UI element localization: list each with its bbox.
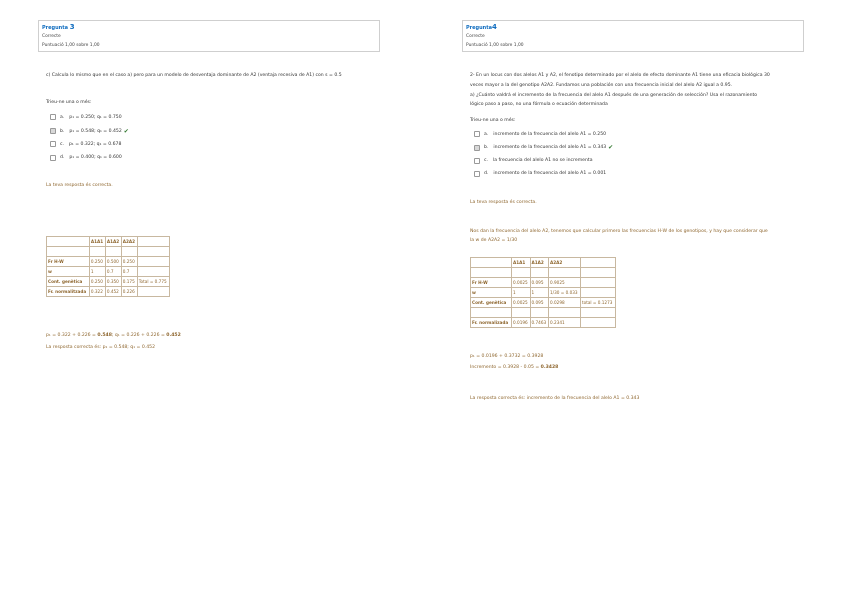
answer-prompt: Trieu-ne una o més: bbox=[470, 118, 516, 123]
table-row bbox=[47, 287, 170, 297]
table-cell bbox=[121, 247, 137, 257]
table-cell: 0.9025 bbox=[549, 278, 581, 288]
table-header-cell bbox=[137, 237, 169, 247]
table-cell bbox=[581, 308, 616, 318]
option-text: incremento de la frecuencia del alelo A1 = 0.343 bbox=[493, 145, 607, 151]
table-cell: 1/30 = 0.033 bbox=[549, 288, 581, 298]
answer-option[interactable] bbox=[474, 171, 606, 177]
question-grade: Puntuació 1,00 sobre 1,00 bbox=[42, 43, 100, 48]
question-text-line: 2- En un locus con dos alelos A1 y A2, el fenotipo determinado por el alelo de efecto dominante A1 tiene una eficacia biológica 30 bbox=[470, 73, 770, 78]
table-cell: Total = 0.775 bbox=[137, 277, 169, 287]
table-cell bbox=[105, 247, 121, 257]
option-text: incremento de la frecuencia del alelo A1 = 0.250 bbox=[493, 131, 607, 137]
answer-option[interactable] bbox=[474, 158, 593, 164]
option-letter: d. bbox=[484, 171, 489, 177]
table-cell: 0.226 bbox=[121, 287, 137, 297]
question-text-line: a) ¿Cuánto valdrá el incremento de la frecuencia del alelo A1 después de una generación de selección? Usa el razonamiento bbox=[470, 93, 758, 98]
table-cell: 0.2341 bbox=[549, 318, 581, 328]
table-cell bbox=[137, 267, 169, 277]
table-row bbox=[47, 257, 170, 267]
table-cell: 0.7 bbox=[121, 267, 137, 277]
table-cell: 0.095 bbox=[530, 278, 548, 288]
option-text: p₁ = 0.322; q₁ = 0.678 bbox=[69, 141, 122, 147]
table-cell: 0.250 bbox=[89, 257, 105, 267]
question-state: Correcte bbox=[466, 34, 485, 39]
answer-option[interactable] bbox=[50, 128, 129, 135]
answer-option[interactable] bbox=[50, 114, 122, 120]
table-cell: 0.0196 bbox=[512, 318, 530, 328]
table-cell: 0.175 bbox=[121, 277, 137, 287]
table-cell bbox=[471, 308, 512, 318]
table-row bbox=[471, 278, 616, 288]
question-text-line: veces mayor a la del genotipo A2A2. Fundamos una población con una frecuencia inicial del alelo A2 igual a 0.95. bbox=[470, 83, 733, 88]
feedback-text-line: la w de A2A2 = 1/30 bbox=[470, 238, 518, 243]
option-letter: a. bbox=[484, 131, 489, 137]
feedback-table bbox=[46, 236, 170, 297]
feedback-table bbox=[470, 257, 616, 328]
answer-checkbox[interactable] bbox=[50, 114, 56, 120]
table-cell: w bbox=[47, 267, 90, 277]
question-info-3 bbox=[38, 20, 380, 52]
table-row bbox=[471, 268, 616, 278]
table-cell bbox=[89, 247, 105, 257]
table-cell: 0.250 bbox=[89, 277, 105, 287]
answer-option[interactable] bbox=[50, 155, 122, 161]
answer-option[interactable] bbox=[474, 144, 613, 151]
table-cell: 0.250 bbox=[121, 257, 137, 267]
answer-option[interactable] bbox=[474, 131, 606, 137]
right-answer: La resposta correcta és: p₁ = 0.548; q₁ = 0.452 bbox=[46, 345, 155, 350]
table-cell: 0.350 bbox=[105, 277, 121, 287]
table-header-cell: A1A2 bbox=[530, 258, 548, 268]
answer-checkbox[interactable] bbox=[474, 145, 480, 151]
table-cell bbox=[530, 268, 548, 278]
option-text: p₁ = 0.548; q₁ = 0.452 bbox=[69, 128, 122, 134]
table-header-cell bbox=[471, 258, 512, 268]
table-cell bbox=[549, 308, 581, 318]
table-cell bbox=[512, 268, 530, 278]
option-text: p₁ = 0.400; q₁ = 0.600 bbox=[69, 155, 122, 160]
table-cell bbox=[137, 287, 169, 297]
check-icon: ✔ bbox=[608, 144, 614, 152]
table-row bbox=[471, 318, 616, 328]
table-cell bbox=[137, 257, 169, 267]
option-letter: a. bbox=[60, 114, 65, 120]
table-cell bbox=[581, 288, 616, 298]
table-cell: 0.0025 bbox=[512, 278, 530, 288]
table-cell bbox=[581, 278, 616, 288]
table-header-cell bbox=[581, 258, 616, 268]
option-text: p₁ = 0.250; q₁ = 0.750 bbox=[69, 114, 122, 120]
table-row bbox=[47, 277, 170, 287]
table-header-cell: A1A1 bbox=[89, 237, 105, 247]
table-cell: 0.0025 bbox=[512, 298, 530, 308]
option-letter: c. bbox=[484, 158, 488, 164]
answer-checkbox[interactable] bbox=[50, 128, 56, 134]
answer-checkbox[interactable] bbox=[474, 131, 480, 137]
table-header-cell: A2A2 bbox=[121, 237, 137, 247]
table-cell: 0.500 bbox=[105, 257, 121, 267]
table-cell bbox=[530, 308, 548, 318]
answer-option[interactable] bbox=[50, 141, 121, 147]
table-row bbox=[47, 267, 170, 277]
table-cell: Fr. normalizada bbox=[471, 318, 512, 328]
table-cell: 0.322 bbox=[89, 287, 105, 297]
option-text: la frecuencia del alelo A1 no se incrementa bbox=[493, 158, 593, 164]
table-row bbox=[471, 308, 616, 318]
feedback-calculation: p₁ = 0.0196 + 0.3732 = 0.3928 bbox=[470, 354, 544, 359]
feedback-calculation: p₁ = 0.322 + 0.226 = 0.548; q₁ = 0.226 + 0.226 = 0.452 bbox=[46, 333, 181, 338]
table-cell: 1 bbox=[89, 267, 105, 277]
table-cell bbox=[581, 268, 616, 278]
table-cell: Fr. normalitzada bbox=[47, 287, 90, 297]
table-cell: Fr H-W bbox=[471, 278, 512, 288]
question-info-4 bbox=[462, 20, 804, 52]
table-cell bbox=[512, 308, 530, 318]
table-header-cell: A1A1 bbox=[512, 258, 530, 268]
question-state: Correcte bbox=[42, 34, 61, 39]
feedback-increment: Incremento = 0.3928 - 0.05 = 0.3428 bbox=[470, 365, 559, 370]
table-row bbox=[471, 288, 616, 298]
table-cell: 0.452 bbox=[105, 287, 121, 297]
option-letter: b. bbox=[60, 128, 65, 134]
check-icon: ✔ bbox=[123, 127, 129, 135]
table-header-row bbox=[471, 258, 616, 268]
table-cell: 0.095 bbox=[530, 298, 548, 308]
table-cell: 0.7463 bbox=[530, 318, 548, 328]
table-cell: Cont. genètica bbox=[47, 277, 90, 287]
table-cell: 1 bbox=[530, 288, 548, 298]
table-cell: w bbox=[471, 288, 512, 298]
table-cell: 0.7 bbox=[105, 267, 121, 277]
table-cell: total = 0.1273 bbox=[581, 298, 616, 308]
question-grade: Puntuació 1,00 sobre 1,00 bbox=[466, 43, 524, 48]
table-header-cell bbox=[47, 237, 90, 247]
option-letter: d. bbox=[60, 155, 65, 160]
table-row bbox=[47, 247, 170, 257]
table-cell bbox=[47, 247, 90, 257]
question-text: c) Calcula lo mismo que en el caso a) pero para un modelo de desventaja dominante de A2 (ventaja recesiva de A1) con s = 0.5 bbox=[46, 73, 342, 78]
answer-checkbox[interactable] bbox=[474, 158, 480, 164]
answer-checkbox[interactable] bbox=[474, 171, 480, 177]
table-cell: 1 bbox=[512, 288, 530, 298]
table-cell: 0.0298 bbox=[549, 298, 581, 308]
option-letter: c. bbox=[60, 141, 64, 147]
answer-checkbox[interactable] bbox=[50, 141, 56, 147]
table-header-row bbox=[47, 237, 170, 247]
table-cell bbox=[581, 318, 616, 328]
table-cell: Cont. genètica bbox=[471, 298, 512, 308]
question-number: Pregunta 3 bbox=[42, 23, 75, 31]
option-text: incremento de la frecuencia del alelo A1 = 0.001 bbox=[493, 171, 607, 177]
feedback-text-line: Nos dan la frecuencia del alelo A2, tenemos que calcular primero las frecuencias H-W de los genotipos, y hay que considerar que bbox=[470, 229, 768, 234]
answer-checkbox[interactable] bbox=[50, 155, 56, 161]
table-header-cell: A2A2 bbox=[549, 258, 581, 268]
table-cell: Fr H-W bbox=[47, 257, 90, 267]
feedback-correct: La teva resposta és correcta. bbox=[470, 200, 537, 205]
table-cell bbox=[471, 268, 512, 278]
table-cell bbox=[137, 247, 169, 257]
feedback-correct: La teva resposta és correcta. bbox=[46, 183, 113, 188]
option-letter: b. bbox=[484, 145, 489, 151]
question-number: Pregunta4 bbox=[466, 23, 497, 31]
table-row bbox=[471, 298, 616, 308]
answer-prompt: Trieu-ne una o més: bbox=[46, 100, 92, 105]
right-answer: La resposta correcta és: incremento de la frecuencia del alelo A1 = 0.343 bbox=[470, 396, 640, 401]
table-header-cell: A1A2 bbox=[105, 237, 121, 247]
table-cell bbox=[549, 268, 581, 278]
question-text-line: lógico paso a paso, no una fórmula o ecuación determinada bbox=[470, 102, 608, 107]
